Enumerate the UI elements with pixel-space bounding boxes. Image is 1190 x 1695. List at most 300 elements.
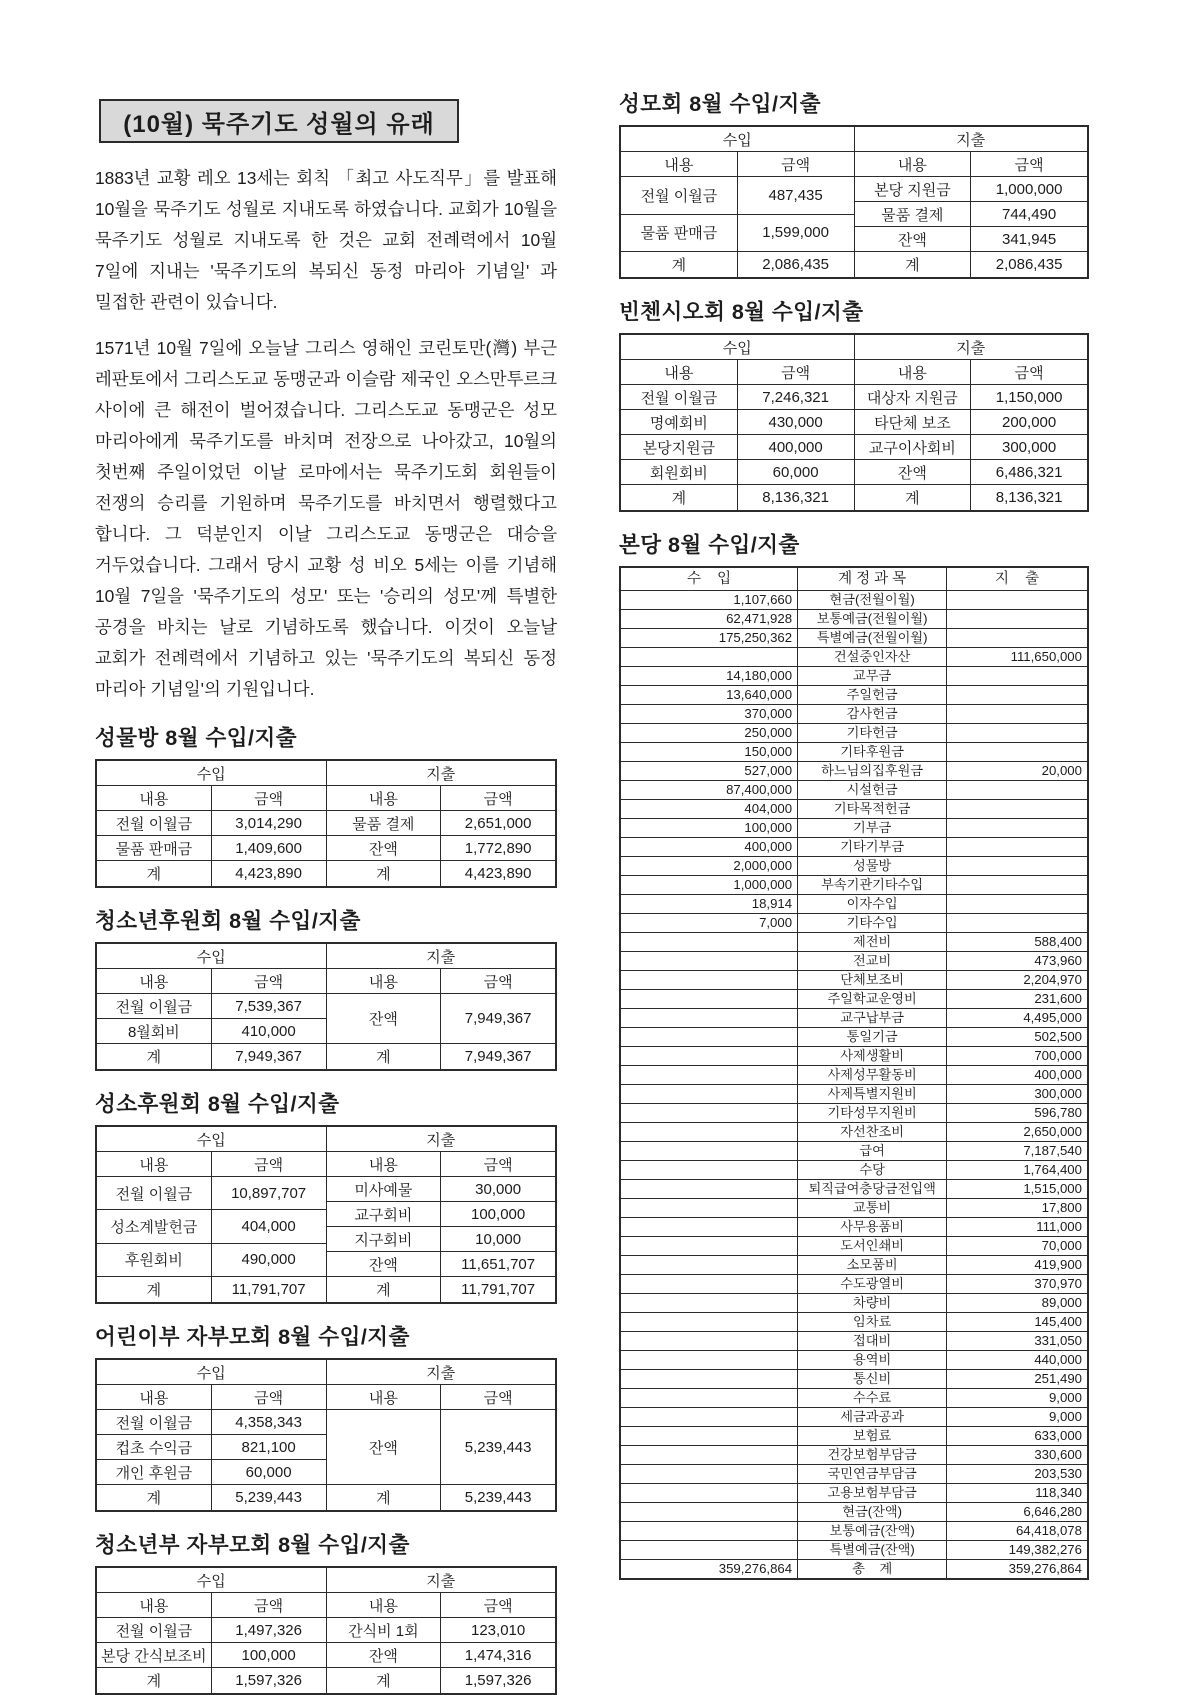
table-row bbox=[621, 435, 854, 460]
item-cell: 전월 이월금 bbox=[97, 1177, 212, 1209]
ledger-row bbox=[621, 1142, 1087, 1161]
account-name-cell: 수도광열비 bbox=[798, 1275, 947, 1293]
expense-amount-cell: 330,600 bbox=[1034, 1447, 1082, 1462]
expense-amount-cell: 4,495,000 bbox=[1023, 1010, 1082, 1025]
account-name-cell: 교구납부금 bbox=[798, 1009, 947, 1027]
expense-amount-cell: 1,764,400 bbox=[1023, 1162, 1082, 1177]
ledger-row bbox=[621, 990, 1087, 1009]
account-name-cell: 성물방 bbox=[798, 857, 947, 875]
income-amount-cell bbox=[621, 1066, 798, 1084]
income-expense-table bbox=[95, 942, 557, 1071]
account-name-cell: 건강보험부담금 bbox=[798, 1446, 947, 1464]
account-name-cell: 사제성무활동비 bbox=[798, 1066, 947, 1084]
ledger-row bbox=[621, 1237, 1087, 1256]
expense-amount-cell: 111,650,000 bbox=[1010, 649, 1082, 664]
income-amount-cell bbox=[621, 1199, 798, 1217]
income-amount-cell bbox=[621, 1123, 798, 1141]
income-amount-cell bbox=[621, 1332, 798, 1350]
ledger-row bbox=[621, 1028, 1087, 1047]
account-name-cell: 통신비 bbox=[798, 1370, 947, 1388]
total-label-cell: 계 bbox=[97, 1668, 212, 1693]
expense-amount-cell: 440,000 bbox=[1034, 1352, 1082, 1367]
account-name-cell: 제전비 bbox=[798, 933, 947, 951]
amount-cell: 10,000 bbox=[475, 1230, 522, 1248]
account-name-cell: 자선찬조비 bbox=[798, 1123, 947, 1141]
ledger-row bbox=[621, 1427, 1087, 1446]
expense-amount-cell: 596,780 bbox=[1034, 1105, 1082, 1120]
ledger-row bbox=[621, 762, 1087, 781]
item-cell: 성소계발헌금 bbox=[97, 1210, 212, 1242]
item-cell: 교구회비 bbox=[327, 1202, 442, 1226]
account-name-cell: 통일기금 bbox=[798, 1028, 947, 1046]
expense-amount-cell bbox=[947, 667, 1087, 685]
amount-header-cell: 금액 bbox=[254, 1597, 284, 1615]
income-side bbox=[97, 944, 327, 1069]
table-row bbox=[97, 1618, 326, 1643]
ledger-row bbox=[621, 705, 1087, 724]
item-cell: 잔액 bbox=[855, 227, 972, 251]
article-body bbox=[95, 163, 557, 705]
account-name-cell: 사무용품비 bbox=[798, 1218, 947, 1236]
account-name-cell: 기타수입 bbox=[798, 914, 947, 932]
account-name-cell: 특별예금(전월이월) bbox=[798, 629, 947, 647]
amount-header-cell: 금액 bbox=[254, 790, 284, 808]
table-row bbox=[855, 410, 1088, 435]
income-amount-cell bbox=[621, 1180, 798, 1198]
income-amount-cell bbox=[621, 1218, 798, 1236]
expense-side bbox=[327, 1568, 556, 1693]
table-row bbox=[327, 1227, 556, 1252]
amount-cell: 5,239,443 bbox=[464, 1438, 532, 1456]
ledger-row bbox=[621, 1503, 1087, 1522]
income-rows bbox=[97, 1618, 326, 1668]
income-amount-cell: 100,000 bbox=[621, 819, 798, 837]
item-header-cell: 내용 bbox=[327, 1152, 442, 1176]
total-label-cell: 계 bbox=[97, 1044, 212, 1069]
item-cell: 잔액 bbox=[327, 836, 442, 860]
expense-amount-cell: 2,204,970 bbox=[1023, 972, 1082, 987]
section-title: 청소년후원회 8월 수입/지출 bbox=[95, 909, 361, 933]
income-amount-cell bbox=[621, 990, 798, 1008]
table-row bbox=[855, 385, 1088, 410]
expense-header-cell: 지출 bbox=[327, 1127, 556, 1152]
item-header-cell: 내용 bbox=[327, 969, 442, 993]
amount-cell: 404,000 bbox=[241, 1217, 296, 1235]
income-amount-cell bbox=[621, 971, 798, 989]
table-row bbox=[97, 1643, 326, 1668]
account-name-cell: 차량비 bbox=[798, 1294, 947, 1312]
table-row bbox=[97, 994, 326, 1019]
column-header-row bbox=[97, 1385, 326, 1410]
table-row bbox=[97, 1244, 326, 1277]
section-title: 빈첸시오회 8월 수입/지출 bbox=[619, 300, 864, 324]
expense-amount-cell bbox=[947, 819, 1087, 837]
ledger-row bbox=[621, 819, 1087, 838]
account-name-cell: 세금과공과 bbox=[798, 1408, 947, 1426]
income-amount-cell bbox=[621, 1294, 798, 1312]
ledger-row bbox=[621, 1408, 1087, 1427]
account-name-cell: 보통예금(전월이월) bbox=[798, 610, 947, 628]
amount-cell: 1,599,000 bbox=[762, 224, 829, 242]
ledger-row bbox=[621, 1351, 1087, 1370]
ledger-row bbox=[621, 895, 1087, 914]
column-header-row bbox=[97, 969, 326, 994]
expense-amount-cell: 419,900 bbox=[1034, 1257, 1082, 1272]
income-amount-cell: 150,000 bbox=[621, 743, 798, 761]
ledger-row bbox=[621, 629, 1087, 648]
expense-amount-cell: 9,000 bbox=[1048, 1390, 1082, 1405]
expense-amount-cell: 370,970 bbox=[1034, 1276, 1082, 1291]
amount-header-cell: 금액 bbox=[254, 973, 284, 991]
total-row bbox=[327, 1277, 556, 1302]
report-section bbox=[619, 295, 1089, 512]
income-amount-cell bbox=[621, 1427, 798, 1445]
amount-cell: 1,000,000 bbox=[995, 180, 1063, 198]
item-cell: 전월 이월금 bbox=[97, 1410, 212, 1434]
income-side bbox=[97, 1127, 327, 1302]
income-amount-cell: 87,400,000 bbox=[621, 781, 798, 799]
item-header-cell: 내용 bbox=[97, 1152, 212, 1176]
expense-amount-cell: 89,000 bbox=[1041, 1295, 1082, 1310]
income-header-cell: 수입 bbox=[97, 1360, 326, 1385]
total-label-cell: 계 bbox=[621, 485, 738, 510]
ledger-row bbox=[621, 857, 1087, 876]
expense-rows bbox=[327, 1177, 556, 1277]
item-cell: 대상자 지원금 bbox=[855, 385, 972, 409]
expense-amount-cell bbox=[947, 629, 1087, 647]
item-cell: 잔액 bbox=[327, 1252, 442, 1276]
ledger-row bbox=[621, 1389, 1087, 1408]
expense-amount-cell: 588,400 bbox=[1034, 934, 1082, 949]
amount-cell: 200,000 bbox=[1002, 413, 1057, 431]
expense-amount-cell bbox=[947, 895, 1087, 913]
expense-amount-cell bbox=[947, 857, 1087, 875]
expense-amount-cell: 9,000 bbox=[1048, 1409, 1082, 1424]
income-expense-table bbox=[95, 1358, 557, 1512]
income-amount-cell bbox=[621, 1465, 798, 1483]
expense-amount-cell bbox=[947, 610, 1087, 628]
table-row bbox=[327, 994, 556, 1044]
expense-rows bbox=[855, 177, 1088, 252]
expense-amount-cell: 20,000 bbox=[1041, 763, 1082, 778]
ledger-header-row bbox=[621, 568, 1087, 591]
amount-cell: 430,000 bbox=[768, 413, 823, 431]
amount-cell: 1,150,000 bbox=[995, 388, 1063, 406]
account-name-cell: 교무금 bbox=[798, 667, 947, 685]
income-amount-cell bbox=[621, 952, 798, 970]
column-header-row bbox=[621, 360, 854, 385]
expense-amount-cell: 64,418,078 bbox=[1015, 1523, 1082, 1538]
expense-side bbox=[327, 1127, 556, 1302]
ledger-row bbox=[621, 591, 1087, 610]
ledger-row bbox=[621, 1218, 1087, 1237]
income-header-cell: 수입 bbox=[621, 127, 854, 152]
amount-cell: 2,651,000 bbox=[464, 814, 532, 832]
amount-cell: 11,651,707 bbox=[461, 1255, 536, 1273]
total-amount-cell: 2,086,435 bbox=[995, 256, 1063, 273]
income-header-cell: 수입 bbox=[97, 761, 326, 786]
total-amount-cell: 8,136,321 bbox=[762, 489, 829, 506]
amount-cell: 60,000 bbox=[245, 1463, 292, 1481]
total-amount-cell: 1,597,326 bbox=[235, 1672, 302, 1689]
amount-cell: 7,246,321 bbox=[762, 388, 829, 406]
income-amount-cell bbox=[621, 1142, 798, 1160]
account-name-cell: 국민연금부담금 bbox=[798, 1465, 947, 1483]
table-row bbox=[855, 435, 1088, 460]
item-cell: 전월 이월금 bbox=[97, 811, 212, 835]
account-name-cell: 특별예금(잔액) bbox=[798, 1541, 947, 1559]
account-name-cell: 도서인쇄비 bbox=[798, 1237, 947, 1255]
income-amount-cell: 62,471,928 bbox=[621, 610, 798, 628]
item-cell: 8월회비 bbox=[97, 1019, 212, 1043]
total-row bbox=[327, 1668, 556, 1693]
total-row bbox=[97, 1277, 326, 1302]
table-row bbox=[327, 836, 556, 861]
total-label-cell: 계 bbox=[327, 1044, 442, 1069]
total-label-cell: 계 bbox=[97, 861, 212, 886]
income-amount-cell bbox=[621, 1313, 798, 1331]
table-row bbox=[327, 1618, 556, 1643]
expense-header-cell: 지출 bbox=[327, 1360, 556, 1385]
ledger-row bbox=[621, 1541, 1087, 1560]
expense-rows bbox=[327, 1618, 556, 1668]
income-amount-cell: 400,000 bbox=[621, 838, 798, 856]
income-side bbox=[621, 335, 855, 510]
expense-amount-cell: 331,050 bbox=[1034, 1333, 1082, 1348]
column-header-row bbox=[327, 969, 556, 994]
account-name-cell: 기타목적헌금 bbox=[798, 800, 947, 818]
total-amount-cell: 7,949,367 bbox=[464, 1048, 532, 1065]
ledger-row bbox=[621, 1123, 1087, 1142]
income-rows bbox=[97, 994, 326, 1044]
amount-cell: 4,358,343 bbox=[235, 1413, 302, 1431]
expense-amount-cell bbox=[947, 781, 1087, 799]
income-rows bbox=[97, 1410, 326, 1485]
account-name-cell: 용역비 bbox=[798, 1351, 947, 1369]
account-name-cell: 기타성무지원비 bbox=[798, 1104, 947, 1122]
expense-amount-cell: 2,650,000 bbox=[1023, 1124, 1082, 1139]
ledger-row bbox=[621, 1465, 1087, 1484]
report-section bbox=[95, 1087, 557, 1304]
expense-amount-cell bbox=[947, 876, 1087, 894]
income-rows bbox=[621, 177, 854, 252]
account-name-cell: 건설중인자산 bbox=[798, 648, 947, 666]
account-name-cell: 퇴직급여충당금전입액 bbox=[798, 1180, 947, 1198]
amount-cell: 1,409,600 bbox=[235, 839, 302, 857]
item-cell: 본당 간식보조비 bbox=[97, 1643, 212, 1667]
expense-amount-cell: 231,600 bbox=[1034, 991, 1082, 1006]
total-row bbox=[97, 1485, 326, 1510]
account-name-cell: 고용보험부담금 bbox=[798, 1484, 947, 1502]
item-header-cell: 내용 bbox=[97, 1385, 212, 1409]
table-row bbox=[855, 202, 1088, 227]
amount-cell: 100,000 bbox=[241, 1646, 296, 1664]
ledger-row bbox=[621, 1047, 1087, 1066]
total-amount-cell: 359,276,864 bbox=[1008, 1561, 1082, 1576]
ledger-table bbox=[619, 566, 1089, 1580]
income-rows bbox=[621, 385, 854, 485]
income-amount-cell bbox=[621, 1161, 798, 1179]
income-amount-cell bbox=[621, 1541, 798, 1559]
amount-header-cell: 금액 bbox=[781, 364, 811, 382]
amount-header-cell: 금액 bbox=[781, 156, 811, 174]
account-name-cell: 임차료 bbox=[798, 1313, 947, 1331]
income-amount-cell: 250,000 bbox=[621, 724, 798, 742]
income-amount-cell bbox=[621, 1237, 798, 1255]
table-row bbox=[97, 836, 326, 861]
ledger-header-cell: 지 출 bbox=[995, 571, 1040, 587]
total-row bbox=[97, 1668, 326, 1693]
amount-cell: 60,000 bbox=[772, 463, 819, 481]
table-row bbox=[327, 811, 556, 836]
account-name-cell: 수당 bbox=[798, 1161, 947, 1179]
income-amount-cell bbox=[621, 1408, 798, 1426]
section-title: 성소후원회 8월 수입/지출 bbox=[95, 1092, 340, 1116]
article-title-box bbox=[99, 99, 459, 143]
expense-amount-cell bbox=[947, 724, 1087, 742]
column-header-row bbox=[97, 786, 326, 811]
total-amount-cell: 11,791,707 bbox=[231, 1281, 306, 1298]
item-cell: 간식비 1회 bbox=[327, 1618, 442, 1642]
expense-amount-cell: 502,500 bbox=[1034, 1029, 1082, 1044]
section-title: 성모회 8월 수입/지출 bbox=[619, 92, 822, 116]
ledger-total-row bbox=[621, 1560, 1087, 1578]
table-row bbox=[327, 1643, 556, 1668]
item-cell: 지구회비 bbox=[327, 1227, 442, 1251]
amount-header-cell: 금액 bbox=[483, 1156, 513, 1174]
total-row bbox=[97, 861, 326, 886]
expense-side bbox=[327, 761, 556, 886]
amount-cell: 410,000 bbox=[241, 1022, 296, 1040]
ledger-header-cell: 수 입 bbox=[621, 568, 798, 590]
total-label-cell: 계 bbox=[327, 861, 442, 886]
column-header-row bbox=[855, 360, 1088, 385]
amount-cell: 7,539,367 bbox=[235, 997, 302, 1015]
account-name-cell: 이자수입 bbox=[798, 895, 947, 913]
account-name-cell: 주일학교운영비 bbox=[798, 990, 947, 1008]
total-amount-cell: 1,597,326 bbox=[464, 1672, 532, 1689]
item-cell: 잔액 bbox=[327, 1410, 442, 1484]
ledger-row bbox=[621, 914, 1087, 933]
item-cell: 전월 이월금 bbox=[621, 177, 738, 214]
amount-cell: 490,000 bbox=[241, 1251, 296, 1269]
table-row bbox=[621, 177, 854, 215]
amount-cell: 10,897,707 bbox=[231, 1184, 307, 1202]
account-name-cell: 부속기관기타수입 bbox=[798, 876, 947, 894]
item-cell: 개인 후원금 bbox=[97, 1460, 212, 1484]
item-header-cell: 내용 bbox=[855, 360, 972, 384]
item-header-cell: 내용 bbox=[97, 786, 212, 810]
section-title: 본당 8월 수입/지출 bbox=[619, 533, 800, 557]
income-amount-cell bbox=[621, 1503, 798, 1521]
amount-cell: 487,435 bbox=[768, 186, 823, 204]
income-amount-cell bbox=[621, 1104, 798, 1122]
income-amount-cell bbox=[621, 648, 798, 666]
income-amount-cell bbox=[621, 1028, 798, 1046]
ledger-row bbox=[621, 800, 1087, 819]
income-expense-table bbox=[95, 1125, 557, 1304]
account-name-cell: 기타후원금 bbox=[798, 743, 947, 761]
section-title: 어린이부 자부모회 8월 수입/지출 bbox=[95, 1325, 410, 1349]
income-amount-cell: 175,250,362 bbox=[621, 629, 798, 647]
account-name-cell: 수수료 bbox=[798, 1389, 947, 1407]
item-cell: 본당 지원금 bbox=[855, 177, 972, 201]
table-row bbox=[621, 385, 854, 410]
amount-cell: 300,000 bbox=[1002, 438, 1057, 456]
amount-header-cell: 금액 bbox=[254, 1156, 284, 1174]
column-header-row bbox=[327, 1593, 556, 1618]
total-amount-cell: 8,136,321 bbox=[995, 489, 1063, 506]
amount-cell: 6,486,321 bbox=[995, 463, 1063, 481]
ledger-row bbox=[621, 1313, 1087, 1332]
table-row bbox=[855, 227, 1088, 252]
ledger-row bbox=[621, 1085, 1087, 1104]
account-name-cell: 보통예금(잔액) bbox=[798, 1522, 947, 1540]
total-row bbox=[621, 485, 854, 510]
item-cell: 잔액 bbox=[327, 1643, 442, 1667]
income-expense-table bbox=[95, 759, 557, 888]
account-name-cell: 현금(잔액) bbox=[798, 1503, 947, 1521]
expense-side bbox=[855, 127, 1088, 277]
expense-amount-cell: 633,000 bbox=[1034, 1428, 1082, 1443]
ledger-row bbox=[621, 1009, 1087, 1028]
table-row bbox=[621, 215, 854, 253]
ledger-row bbox=[621, 1199, 1087, 1218]
expense-amount-cell: 473,960 bbox=[1034, 953, 1082, 968]
expense-amount-cell: 70,000 bbox=[1041, 1238, 1082, 1253]
income-amount-cell: 18,914 bbox=[621, 895, 798, 913]
expense-header-cell: 지출 bbox=[327, 761, 556, 786]
report-section bbox=[95, 1528, 557, 1695]
table-row bbox=[327, 1252, 556, 1277]
income-rows bbox=[97, 1177, 326, 1277]
right-column bbox=[619, 85, 1089, 1695]
expense-amount-cell: 17,800 bbox=[1041, 1200, 1082, 1215]
total-amount-cell: 2,086,435 bbox=[762, 256, 829, 273]
total-amount-cell: 4,423,890 bbox=[235, 865, 302, 882]
expense-amount-cell: 1,515,000 bbox=[1023, 1181, 1082, 1196]
income-amount-cell: 404,000 bbox=[621, 800, 798, 818]
account-name-cell: 하느님의집후원금 bbox=[798, 762, 947, 780]
expense-amount-cell: 203,530 bbox=[1034, 1466, 1082, 1481]
expense-amount-cell bbox=[947, 914, 1087, 932]
account-name-cell: 접대비 bbox=[798, 1332, 947, 1350]
total-label-cell: 총 계 bbox=[798, 1560, 947, 1578]
article-title: (10월) 묵주기도 성월의 유래 bbox=[123, 110, 435, 138]
income-amount-cell bbox=[621, 1256, 798, 1274]
ledger-row bbox=[621, 1522, 1087, 1541]
report-section bbox=[95, 1320, 557, 1512]
table-row bbox=[327, 1177, 556, 1202]
ledger-row bbox=[621, 1104, 1087, 1123]
article-paragraph: 1571년 10월 7일에 오늘날 그리스 영해인 코린토만(灣) 부근 레판토에서 그리스도교 동맹군과 이슬람 제국인 오스만투르크 사이에 큰 해전이 벌어졌습니다. 그리스도교 동맹군은 성모 마리아에게 묵주기도를 바치며 전장으로 나아갔고, 10월의 첫번째 주일이었던 이날 로마에서는 묵주기도회 회원들이 전쟁의 승리를 기원하며 묵주기도를 바치면서 행렬했다고 합니다. 그 덕분인지 이날 그리스도교 동맹군은 대승을 거두었습니다. 그래서 당시 교황 성 비오 5세는 이를 기념해 10월 7일을 '묵주기도의 성모' 또는 '승리의 성모'께 특별한 공경을 바치는 날로 기념하도록 했습니다. 이것이 오늘날 교회가 전례력에서 기념하고 있는 '묵주기도의 복되신 동정 마리아 기념일'의 기원입니다. bbox=[95, 338, 557, 699]
expense-side bbox=[855, 335, 1088, 510]
article-paragraph: 1883년 교황 레오 13세는 회칙 「최고 사도직무」를 발표해 10월을 묵주기도 성월로 지내도록 하였습니다. 교회가 10월을 묵주기도 성월로 지내도록 한 것은 교회 전례력에서 10월 7일에 지내는 '묵주기도의 복되신 동정 마리아 기념일' 과 밀접한 관련이 있습니다. bbox=[95, 168, 557, 312]
total-amount-cell: 5,239,443 bbox=[235, 1489, 302, 1506]
expense-amount-cell: 6,646,280 bbox=[1023, 1504, 1082, 1519]
account-name-cell: 감사헌금 bbox=[798, 705, 947, 723]
expense-amount-cell bbox=[947, 591, 1087, 609]
table-row bbox=[327, 1410, 556, 1485]
expense-amount-cell: 251,490 bbox=[1034, 1371, 1082, 1386]
amount-cell: 821,100 bbox=[241, 1438, 296, 1456]
account-name-cell: 기타헌금 bbox=[798, 724, 947, 742]
account-name-cell: 사제생활비 bbox=[798, 1047, 947, 1065]
ledger-row bbox=[621, 933, 1087, 952]
ledger-row bbox=[621, 686, 1087, 705]
amount-cell: 30,000 bbox=[475, 1180, 522, 1198]
column-header-row bbox=[97, 1593, 326, 1618]
